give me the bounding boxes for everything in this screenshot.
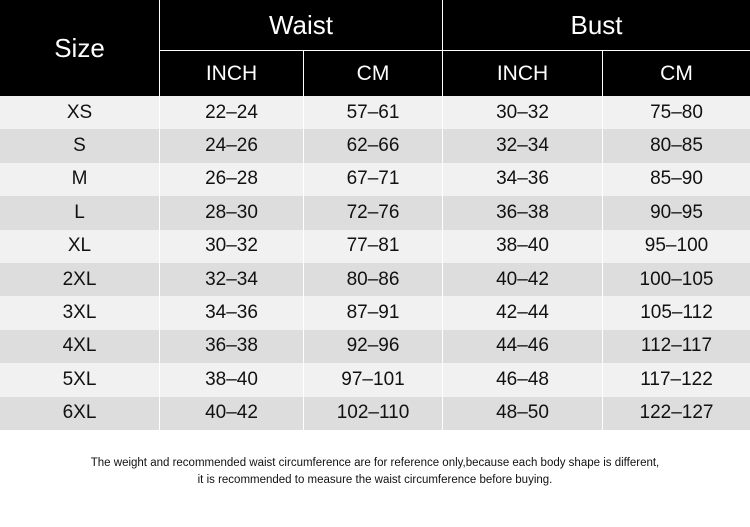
table-row [0,96,750,129]
bust-cm-cell: 112–117 [640,335,713,357]
bust-cm-cell: 105–112 [640,302,713,324]
waist-inch-cell: 26–28 [160,163,304,196]
table-row [0,230,750,263]
waist-inch-cell: 28–30 [160,196,304,229]
waist-cm-cell: 87–91 [304,296,443,329]
waist-inch-cell: 40–42 [160,397,304,430]
size-cell: S [0,129,160,162]
waist-inch-cell: 32–34 [160,263,304,296]
waist-cm-cell: 72–76 [304,196,443,229]
waist-cm-cell: 102–110 [304,397,443,430]
size-cell: XL [0,230,160,263]
bust-inch-cell: 38–40 [443,230,603,263]
size-cell: 4XL [0,330,160,363]
size-cell: XS [0,96,160,129]
bust-inch-cell: 36–38 [443,196,603,229]
bust-cm-cell: 80–85 [650,135,703,157]
bust-cm-cell: 117–122 [640,368,713,390]
bust-inch-cell: 34–36 [443,163,603,196]
table-row [0,296,750,329]
bust-cm-cell: 90–95 [650,201,703,223]
bust-inch-cell: 42–44 [443,296,603,329]
bust-cm-cell: 85–90 [650,168,703,190]
bust-inch-cell: 30–32 [443,96,603,129]
table-row [0,129,750,162]
table-row [0,330,750,363]
waist-group-header: Waist [160,0,443,51]
waist-inch-cell: 30–32 [160,230,304,263]
bust-inch-header: INCH [443,51,603,96]
table-row [0,163,750,196]
size-cell: M [0,163,160,196]
table-row [0,397,750,430]
waist-cm-cell: 77–81 [304,230,443,263]
bust-cm-cell: 122–127 [639,402,714,424]
size-chart-body [0,96,750,430]
bust-cm-cell: 100–105 [639,268,714,290]
waist-inch-cell: 38–40 [160,363,304,396]
waist-cm-cell: 57–61 [304,96,443,129]
disclaimer-note [0,455,750,489]
table-row [0,196,750,229]
bust-inch-cell: 48–50 [443,397,603,430]
waist-inch-header: INCH [160,51,304,96]
waist-cm-cell: 92–96 [304,330,443,363]
size-cell: 5XL [0,363,160,396]
disclaimer-line-1: The weight and recommended waist circumference are for reference only,because each body shape is different, [90,457,660,469]
bust-inch-cell: 32–34 [443,129,603,162]
waist-inch-cell: 22–24 [160,96,304,129]
size-cell: 6XL [0,397,160,430]
waist-cm-cell: 62–66 [304,129,443,162]
bust-cm-cell: 95–100 [644,235,709,257]
waist-inch-cell: 34–36 [160,296,304,329]
bust-group-header: Bust [443,0,750,51]
table-row [0,263,750,296]
bust-cm-cell: 75–80 [650,101,703,123]
disclaimer-line-2: it is recommended to measure the waist circumference before buying. [197,474,553,486]
size-column-header: Size [0,0,160,96]
waist-cm-cell: 97–101 [304,363,443,396]
bust-inch-cell: 44–46 [443,330,603,363]
waist-inch-cell: 36–38 [160,330,304,363]
size-cell: 2XL [0,263,160,296]
size-chart-header [0,0,750,96]
waist-cm-cell: 80–86 [304,263,443,296]
waist-cm-cell: 67–71 [304,163,443,196]
waist-cm-header: CM [304,51,443,96]
size-cell: 3XL [0,296,160,329]
size-cell: L [0,196,160,229]
bust-inch-cell: 40–42 [443,263,603,296]
bust-cm-header: CM [660,61,693,85]
waist-inch-cell: 24–26 [160,129,304,162]
table-row [0,363,750,396]
bust-inch-cell: 46–48 [443,363,603,396]
